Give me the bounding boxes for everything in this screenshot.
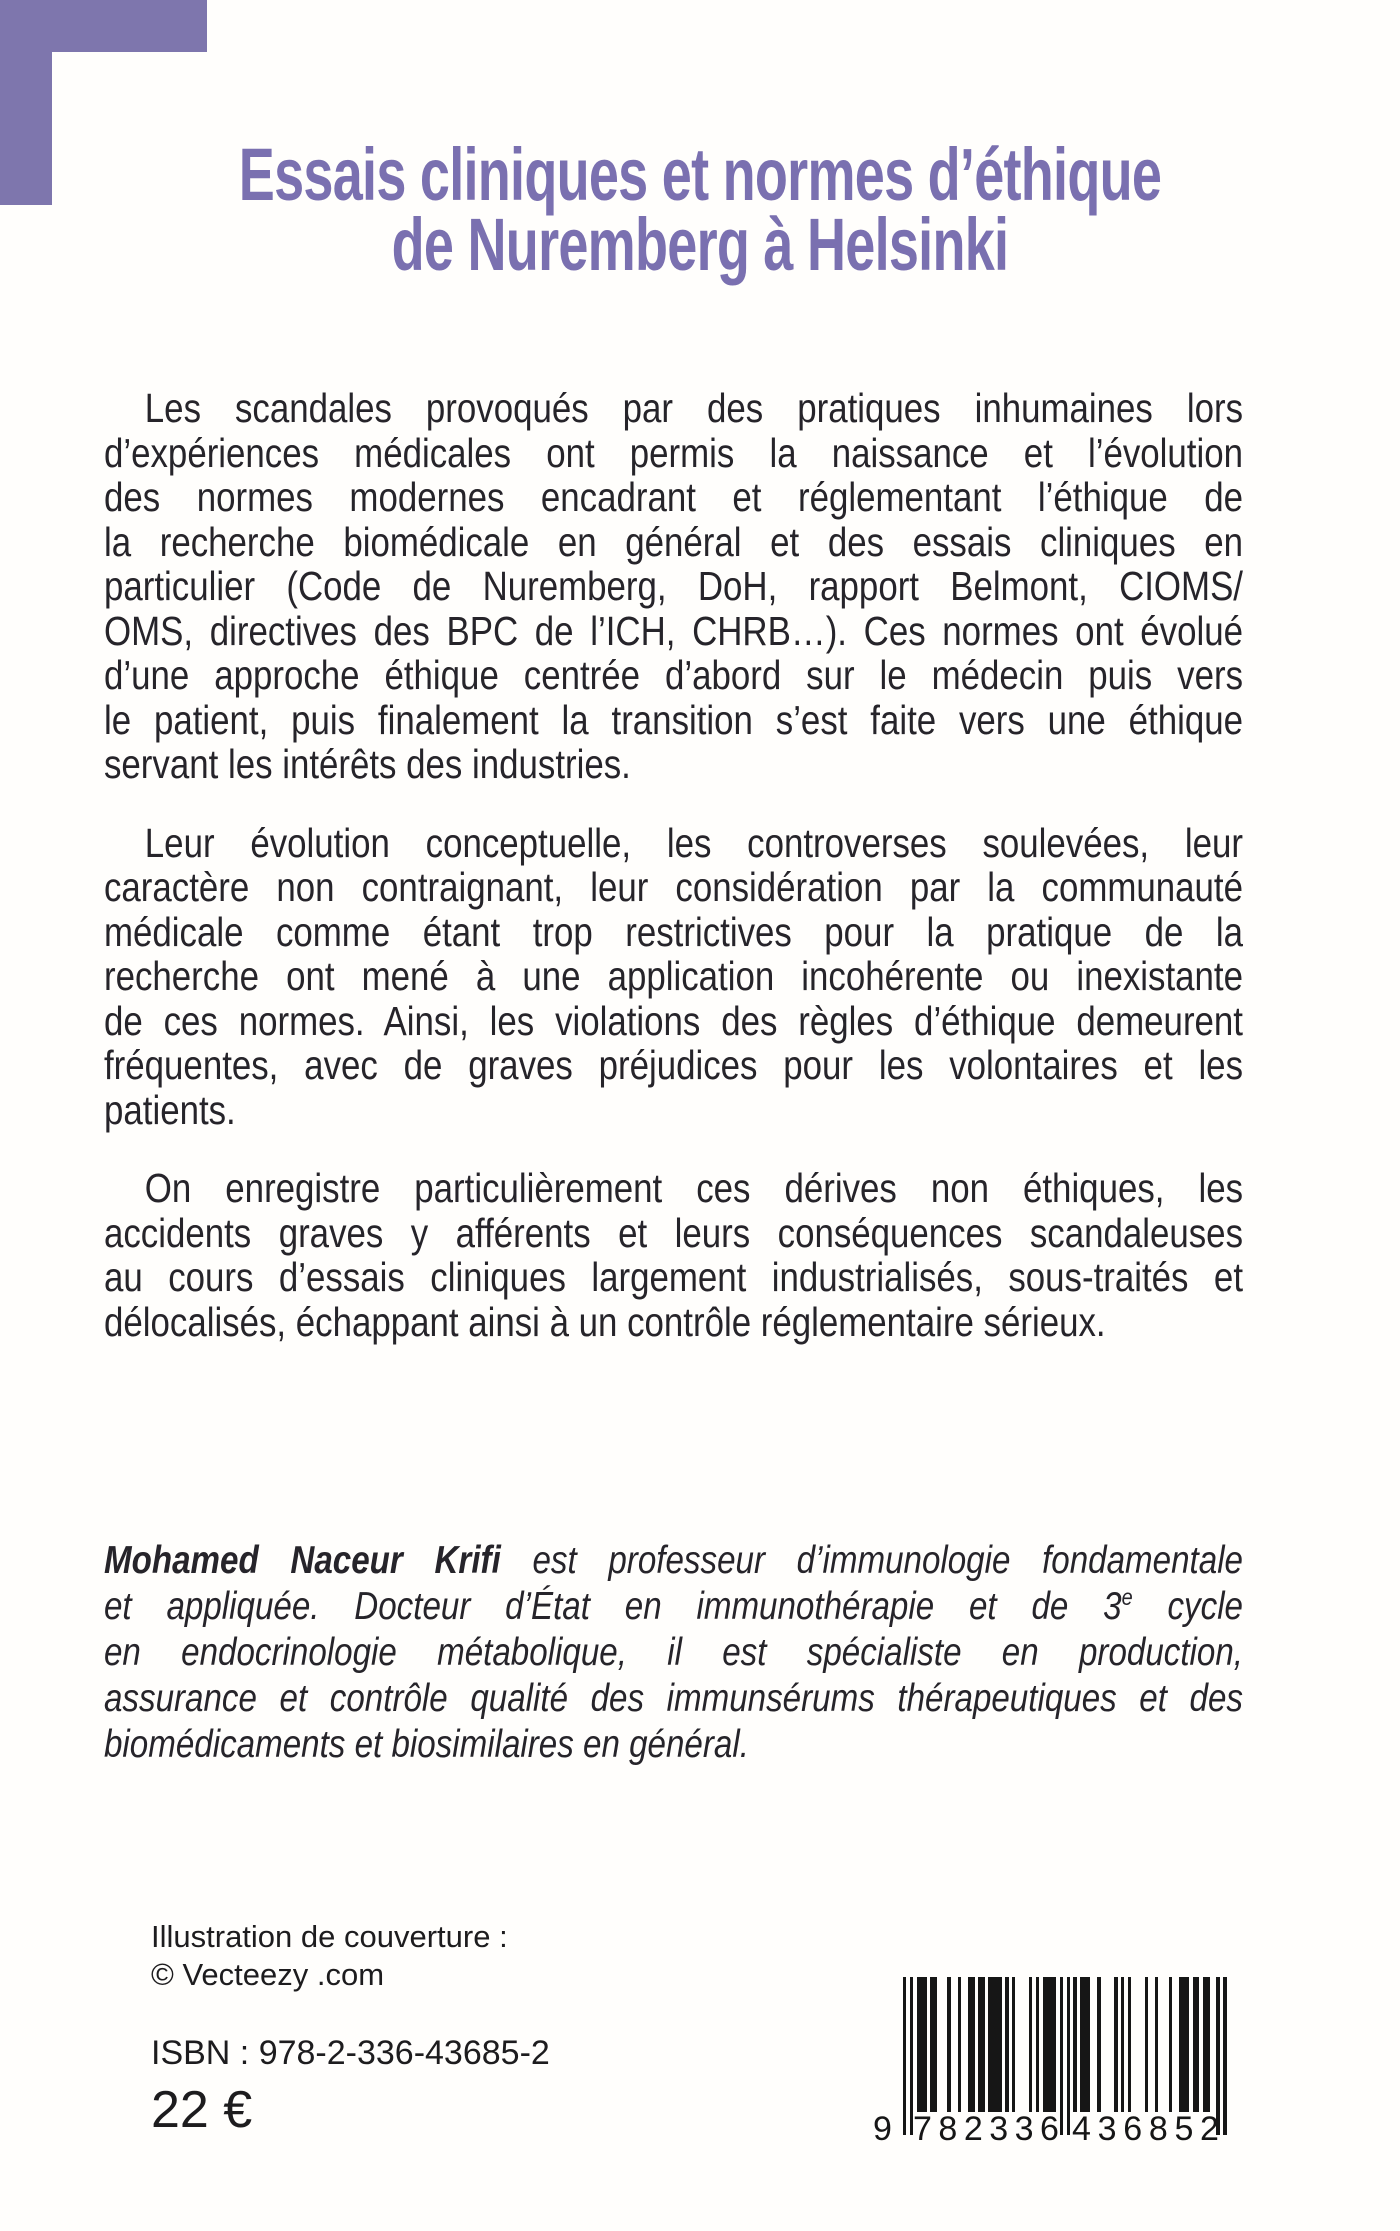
barcode-digits-left: 7 8 2 3 3 6 [913, 2110, 1059, 2148]
bio-line: biomédicaments et biosimilaires en général. [104, 1723, 749, 1766]
text-line: OMS, directives des BPC de l’ICH, CHRB…). Ces normes ont évolué [104, 607, 1243, 654]
barcode-digit-first: 9 [873, 2110, 892, 2148]
text-line: servant les intérêts des industries. [104, 741, 631, 787]
text-line: fréquentes, avec de graves préjudices pour les volontaires et les [104, 1042, 1243, 1088]
author-name: Mohamed Naceur Krifi [104, 1539, 501, 1582]
superscript-e: e [1121, 1584, 1133, 1610]
text-line: caractère non contraignant, leur considération par la communauté [104, 864, 1243, 910]
text-line: de ces normes. Ainsi, les violations des règles d’éthique demeurent [104, 997, 1243, 1044]
text-line: des normes modernes encadrant et réglementant l’éthique de [104, 474, 1243, 520]
text-line: On enregistre particulièrement ces dérives non éthiques, les [144, 1165, 1243, 1211]
barcode-digits-right: 4 3 6 8 5 2 [1072, 2110, 1219, 2148]
paragraph-2 [104, 821, 1243, 1133]
back-cover-synopsis [104, 386, 1243, 1378]
price-tag: 22 € [151, 2081, 253, 2139]
credit-line2: © Vecteezy .com [151, 1957, 385, 1992]
book-title [189, 132, 1211, 286]
text-line: patients. [104, 1086, 236, 1133]
corner-decoration-vertical [0, 0, 52, 205]
author-bio [104, 1538, 1243, 1768]
text-line: Les scandales provoqués par des pratiques inhumaines lors [144, 385, 1243, 431]
text-line: le patient, puis finalement la transition s’est faite vers une éthique [104, 696, 1243, 743]
bio-line: en endocrinologie métabolique, il est spécialiste en production, [104, 1631, 1243, 1674]
book-title-line1: Essais cliniques et normes d’éthique [238, 132, 1162, 216]
text-line: d’une approche éthique centrée d’abord sur le médecin puis vers [104, 652, 1243, 698]
isbn-number: ISBN : 978-2-336-43685-2 [151, 2034, 550, 2072]
text-line: au cours d’essais cliniques largement industrialisés, sous-traités et [104, 1254, 1243, 1300]
text-line: particulier (Code de Nuremberg, DoH, rapport Belmont, CIOMS/ [104, 563, 1243, 609]
bio-line: Mohamed Naceur Krifi est professeur d’immunologie fondamentale [104, 1539, 1243, 1582]
bio-line: assurance et contrôle qualité des immunsérums thérapeutiques et des [104, 1677, 1243, 1720]
text-line: Leur évolution conceptuelle, les controverses soulevées, leur [144, 819, 1243, 866]
book-title-line2: de Nuremberg à Helsinki [391, 202, 1009, 286]
text-line: délocalisés, échappant ainsi à un contrôle réglementaire sérieux. [104, 1298, 1106, 1345]
paragraph-3 [104, 1166, 1243, 1344]
text-line: accidents graves y afférents et leurs conséquences scandaleuses [104, 1209, 1243, 1256]
bio-line: et appliquée. Docteur d’État en immunothérapie et de 3e cycle [104, 1584, 1243, 1628]
text-line: d’expériences médicales ont permis la naissance et l’évolution [104, 429, 1243, 476]
text-line: médicale comme étant trop restrictives pour la pratique de la [104, 908, 1243, 955]
paragraph-1 [104, 386, 1243, 787]
text-line: recherche ont mené à une application incohérente ou inexistante [104, 953, 1243, 999]
ean13-barcode [873, 1977, 1227, 2157]
credit-line1: Illustration de couverture : [151, 1919, 508, 1954]
cover-illustration-credit [151, 1918, 508, 1994]
text-line: la recherche biomédicale en général et des essais cliniques en [104, 518, 1243, 565]
